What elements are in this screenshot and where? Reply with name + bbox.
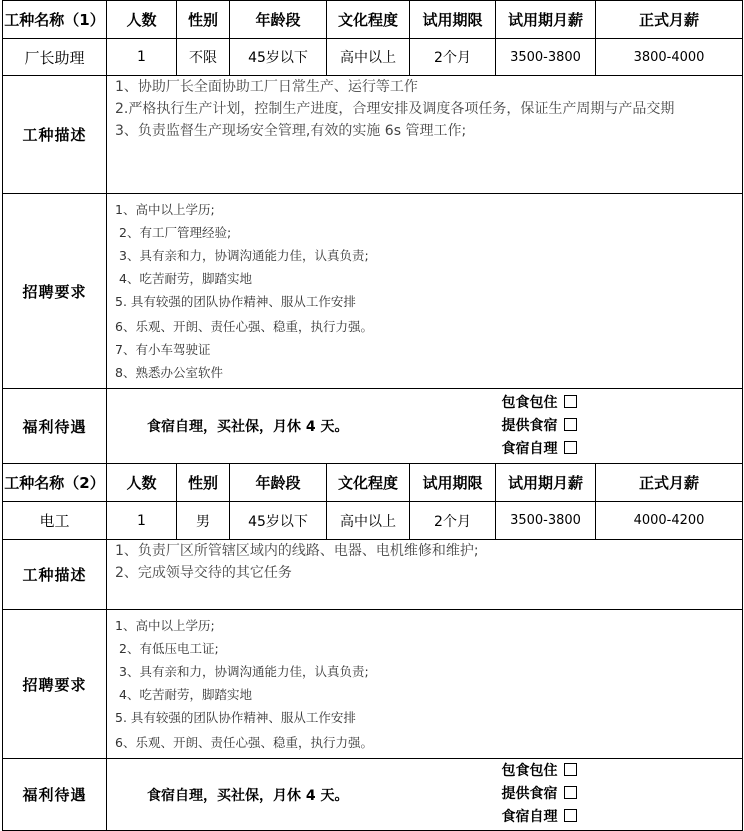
option-label: 提供食宿 [501,417,558,434]
description-line: 3、负责监督生产现场安全管理,有效的实施 6s 管理工作; [115,123,467,139]
option-provided[interactable] [502,783,743,806]
job-probation: 2个月 [410,39,496,76]
option-label: 包食包住 [501,394,558,411]
job-probation: 2个月 [410,502,496,540]
requirements-cell [107,194,743,389]
requirement-item: 4、吃苦耐劳，脚踏实地 [119,271,252,286]
job-gender: 男 [177,502,230,540]
option-label: 食宿自理 [501,440,558,457]
job-age: 45岁以下 [230,502,327,540]
header-probation-salary: 试用期月薪 [496,1,596,39]
header-age: 年龄段 [230,1,327,39]
checkbox-icon[interactable] [564,809,577,822]
requirement-item: 6、乐观、开朗、责任心强、稳重，执行力强。 [115,319,373,334]
checkbox-icon[interactable] [564,763,577,776]
requirement-item: 5. 具有较强的团队协作精神、服从工作安排 [115,294,356,309]
job-count: 1 [107,502,177,540]
option-label: 提供食宿 [501,786,558,802]
description-line: 1、协助厂长全面协助工厂日常生产、运行等工作 [115,79,418,95]
benefits-text: 食宿自理，买社保，月休 4 天。 [107,389,496,464]
description-row [3,540,743,610]
header-probation: 试用期限 [410,464,496,502]
description-line: 2.严格执行生产计划，控制生产进度，合理安排及调度各项任务，保证生产周期与产品交期 [115,101,675,117]
header-count: 人数 [107,464,177,502]
job-count: 1 [107,39,177,76]
benefits-row [3,759,743,831]
checkbox-icon[interactable] [564,418,577,431]
job-education: 高中以上 [327,39,410,76]
requirement-item: 3、具有亲和力，协调沟通能力佳，认真负责; [119,248,369,263]
requirement-item: 8、熟悉办公室软件 [115,365,223,380]
option-board-lodging[interactable] [502,760,743,783]
header-formal-salary: 正式月薪 [596,464,743,502]
option-label: 包食包住 [501,763,558,779]
benefits-label: 福利待遇 [3,759,107,831]
job-formal-salary: 4000-4200 [596,502,743,540]
requirement-item: 1、高中以上学历; [115,618,215,633]
header-job-name: 工种名称（1） [3,1,107,39]
description-line: 1、负责厂区所管辖区域内的线路、电器、电机维修和维护; [115,543,479,559]
requirements-cell [107,610,743,759]
option-provided[interactable] [502,415,743,438]
description-cell [107,76,743,194]
description-cell [107,540,743,610]
header-gender: 性别 [177,464,230,502]
job-row [3,39,743,76]
header-count: 人数 [107,1,177,39]
description-row [3,76,743,194]
job-formal-salary: 3800-4000 [596,39,743,76]
job-probation-salary: 3500-3800 [496,502,596,540]
requirements-label: 招聘要求 [3,194,107,389]
job-gender: 不限 [177,39,230,76]
job-title: 厂长助理 [3,39,107,76]
requirement-item: 6、乐观、开朗、责任心强、稳重，执行力强。 [115,735,373,750]
header-education: 文化程度 [327,464,410,502]
header-row [3,464,743,502]
checkbox-icon[interactable] [564,395,577,408]
requirements-row [3,194,743,389]
benefits-label: 福利待遇 [3,389,107,464]
benefits-row [3,389,743,464]
header-probation: 试用期限 [410,1,496,39]
description-label: 工种描述 [3,540,107,610]
requirement-item: 1、高中以上学历; [115,202,215,217]
requirement-item: 4、吃苦耐劳，脚踏实地 [119,687,252,702]
requirement-item: 2、有低压电工证; [119,641,219,656]
header-gender: 性别 [177,1,230,39]
requirement-item: 3、具有亲和力，协调沟通能力佳，认真负责; [119,664,369,679]
header-probation-salary: 试用期月薪 [496,464,596,502]
requirements-label: 招聘要求 [3,610,107,759]
description-line: 2、完成领导交待的其它任务 [115,565,292,581]
header-formal-salary: 正式月薪 [596,1,743,39]
header-age: 年龄段 [230,464,327,502]
header-job-name: 工种名称（2） [3,464,107,502]
option-label: 食宿自理 [501,809,558,825]
requirements-row [3,610,743,759]
requirement-item: 7、有小车驾驶证 [115,342,211,357]
checkbox-icon[interactable] [564,441,577,454]
job-table [2,0,743,831]
requirement-item: 5. 具有较强的团队协作精神、服从工作安排 [115,710,356,725]
job-age: 45岁以下 [230,39,327,76]
checkbox-icon[interactable] [564,786,577,799]
description-label: 工种描述 [3,76,107,194]
job-row [3,502,743,540]
benefit-options [496,389,743,464]
requirement-item: 2、有工厂管理经验; [119,225,232,240]
job-title: 电工 [3,502,107,540]
option-board-lodging[interactable] [502,392,743,415]
benefit-options [496,759,743,831]
job-education: 高中以上 [327,502,410,540]
benefits-text: 食宿自理，买社保，月休 4 天。 [107,759,496,831]
header-education: 文化程度 [327,1,410,39]
job-probation-salary: 3500-3800 [496,39,596,76]
header-row [3,1,743,39]
option-self-arranged[interactable] [502,438,743,461]
